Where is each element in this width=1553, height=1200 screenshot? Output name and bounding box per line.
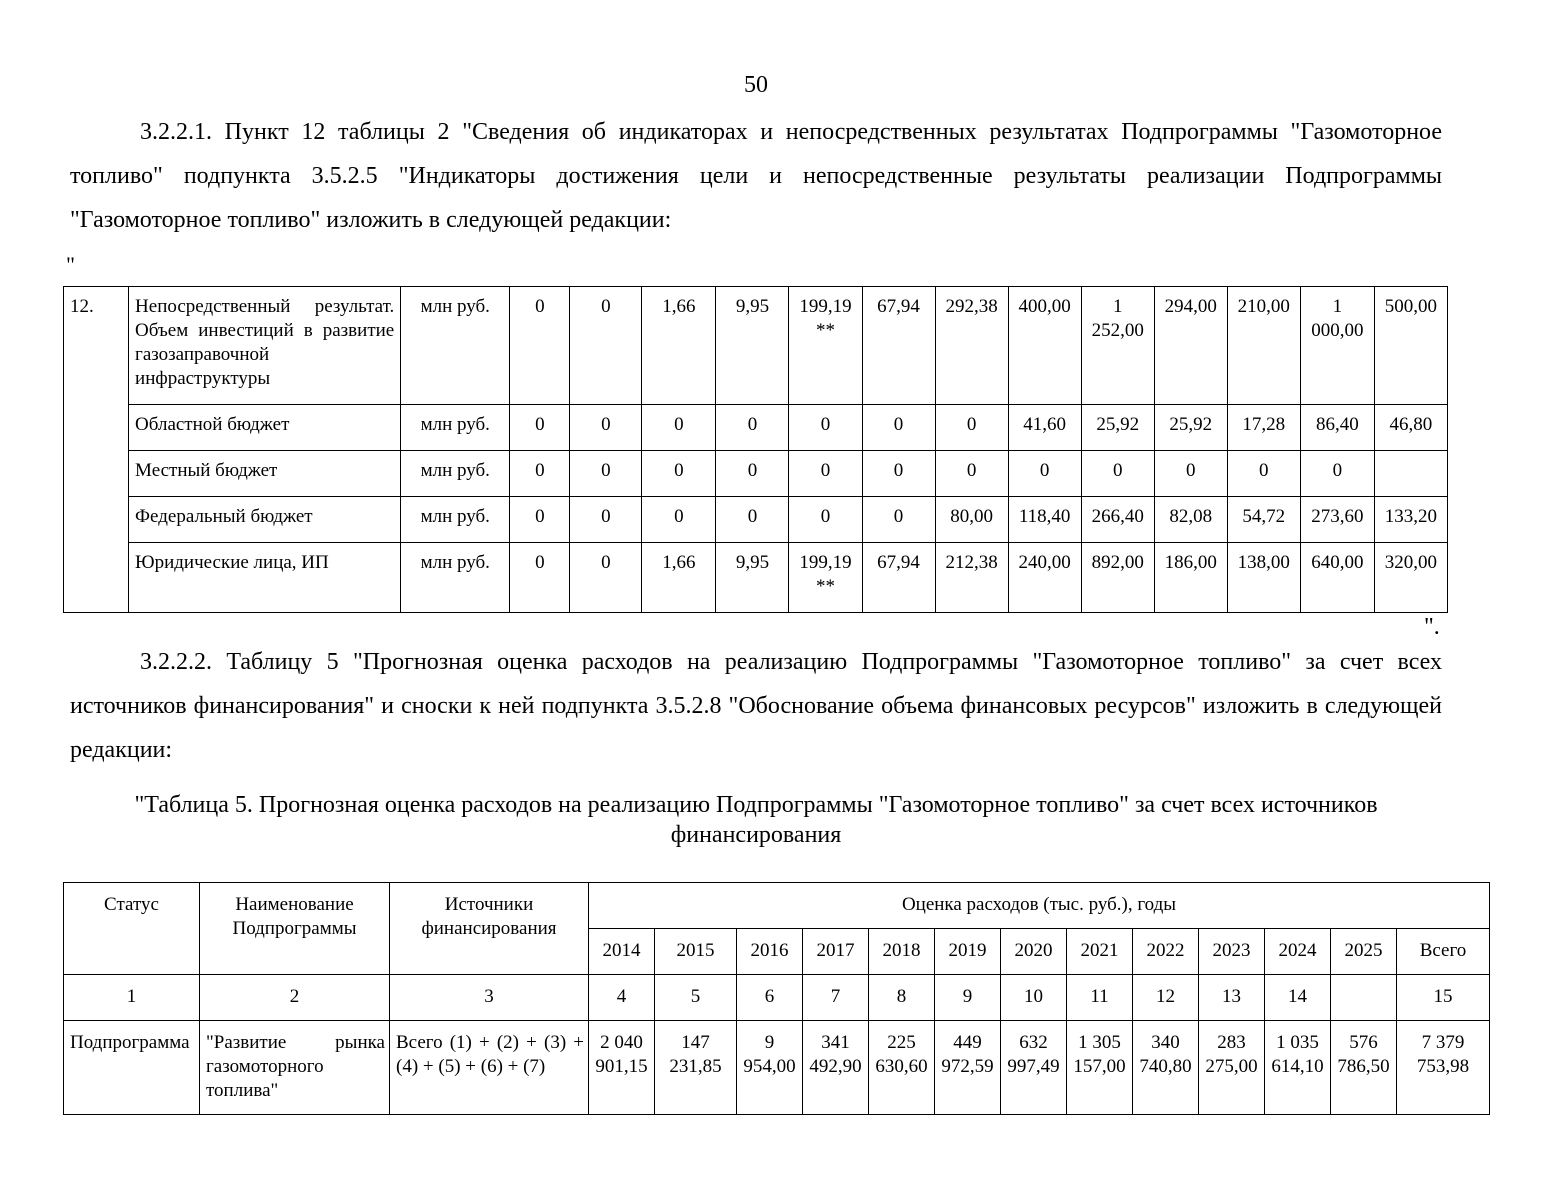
- column-number-cell: 5: [655, 975, 737, 1021]
- year-header-cell: 2016: [737, 929, 803, 975]
- column-number-cell: 4: [589, 975, 655, 1021]
- indicator-name-cell: Местный бюджет: [129, 451, 401, 497]
- column-number-cell: 2: [200, 975, 390, 1021]
- value-cell: 46,80: [1374, 405, 1447, 451]
- column-number-cell: 3: [390, 975, 589, 1021]
- value-cell: 0: [1008, 451, 1081, 497]
- value-cell: 0: [510, 451, 570, 497]
- unit-cell: млн руб.: [401, 451, 510, 497]
- year-header-cell: Всего: [1397, 929, 1490, 975]
- year-header-cell: 2017: [803, 929, 869, 975]
- value-cell: 41,60: [1008, 405, 1081, 451]
- value-cell: 292,38: [935, 287, 1008, 405]
- opening-quote: ": [66, 252, 75, 277]
- value-cell: 1,66: [642, 543, 716, 613]
- year-header-cell: 2022: [1133, 929, 1199, 975]
- value-cell: [1374, 451, 1447, 497]
- value-cell: 25,92: [1081, 405, 1154, 451]
- value-cell: 1 252,00: [1081, 287, 1154, 405]
- year-header-cell: 2019: [935, 929, 1001, 975]
- year-header-cell: 2018: [869, 929, 935, 975]
- value-cell: 0: [935, 451, 1008, 497]
- year-header-cell: 2020: [1001, 929, 1067, 975]
- value-cell: 294,00: [1154, 287, 1227, 405]
- value-cell: 0: [1300, 451, 1374, 497]
- status-cell: Подпрограмма: [64, 1021, 200, 1115]
- value-cell: 0: [1227, 451, 1300, 497]
- value-cell: 0: [510, 405, 570, 451]
- value-cell: 0: [570, 451, 642, 497]
- value-cell: 0: [935, 405, 1008, 451]
- value-cell: 0: [642, 451, 716, 497]
- indicator-name-cell: Юридические лица, ИП: [129, 543, 401, 613]
- expense-value-cell: 2 040 901,15: [589, 1021, 655, 1115]
- value-cell: 0: [510, 497, 570, 543]
- paragraph-3-2-2-1: [70, 110, 1442, 242]
- indicator-row: [64, 543, 1448, 613]
- value-cell: 0: [716, 405, 789, 451]
- closing-quote: ".: [1424, 614, 1440, 640]
- value-cell: 0: [642, 405, 716, 451]
- value-cell: 0: [642, 497, 716, 543]
- value-cell: 118,40: [1008, 497, 1081, 543]
- indicator-table: [63, 286, 1448, 613]
- paragraph-text: 3.2.2.2. Таблицу 5 "Прогнозная оценка расходов на реализацию Подпрограммы "Газомоторное топливо" за счет всех источников финансирования" и сноски к ней подпункта 3.5.2.8 "Обоснование объема финансовых ресурсов" изложить в следующей редакции:: [70, 649, 1442, 763]
- column-number-cell: 7: [803, 975, 869, 1021]
- expense-value-cell: 147 231,85: [655, 1021, 737, 1115]
- value-cell: 1 000,00: [1300, 287, 1374, 405]
- value-cell: 82,08: [1154, 497, 1227, 543]
- value-cell: 0: [716, 497, 789, 543]
- value-cell: 266,40: [1081, 497, 1154, 543]
- value-cell: 25,92: [1154, 405, 1227, 451]
- value-cell: 9,95: [716, 287, 789, 405]
- value-cell: 86,40: [1300, 405, 1374, 451]
- value-cell: 240,00: [1008, 543, 1081, 613]
- sources-cell: Всего (1) + (2) + (3) + (4) + (5) + (6) + (7): [390, 1021, 589, 1115]
- unit-cell: млн руб.: [401, 287, 510, 405]
- year-header-cell: 2025: [1331, 929, 1397, 975]
- value-cell: 1,66: [642, 287, 716, 405]
- expense-value-cell: 225 630,60: [869, 1021, 935, 1115]
- paragraph-text: 3.2.2.1. Пункт 12 таблицы 2 "Сведения об индикаторах и непосредственных результатах Подпрограммы "Газомоторное топливо" подпункта 3.5.2.5 "Индикаторы достижения цели и непосредственные результаты реализации Подпрограммы "Газомоторное топливо" изложить в следующей редакции:: [70, 119, 1442, 233]
- column-number-cell: 9: [935, 975, 1001, 1021]
- value-cell: 0: [570, 405, 642, 451]
- column-number-cell: 10: [1001, 975, 1067, 1021]
- expense-value-cell: 341 492,90: [803, 1021, 869, 1115]
- value-cell: 273,60: [1300, 497, 1374, 543]
- expense-table: [63, 882, 1490, 1115]
- row-number-cell: 12.: [64, 287, 129, 613]
- year-header-cell: 2023: [1199, 929, 1265, 975]
- year-header-cell: 2014: [589, 929, 655, 975]
- value-cell: 0: [1081, 451, 1154, 497]
- value-cell: 0: [510, 287, 570, 405]
- year-header-cell: 2024: [1265, 929, 1331, 975]
- column-number-cell: [1331, 975, 1397, 1021]
- value-cell: 17,28: [1227, 405, 1300, 451]
- value-cell: 199,19 **: [789, 543, 862, 613]
- value-cell: 0: [789, 405, 862, 451]
- value-cell: 210,00: [1227, 287, 1300, 405]
- value-cell: 186,00: [1154, 543, 1227, 613]
- expense-value-cell: 283 275,00: [1199, 1021, 1265, 1115]
- value-cell: 54,72: [1227, 497, 1300, 543]
- expense-value-cell: 449 972,59: [935, 1021, 1001, 1115]
- unit-cell: млн руб.: [401, 405, 510, 451]
- header-status: Статус: [64, 883, 200, 975]
- paragraph-3-2-2-2: [70, 640, 1442, 772]
- year-header-cell: 2021: [1067, 929, 1133, 975]
- column-number-cell: 15: [1397, 975, 1490, 1021]
- value-cell: 0: [510, 543, 570, 613]
- indicator-name-cell: Областной бюджет: [129, 405, 401, 451]
- column-number-cell: 11: [1067, 975, 1133, 1021]
- indicator-row: [64, 451, 1448, 497]
- value-cell: 0: [570, 543, 642, 613]
- header-name: Наименование Подпрограммы: [200, 883, 390, 975]
- subprogram-name-cell: "Развитие рынка газомоторного топлива": [200, 1021, 390, 1115]
- value-cell: 199,19 **: [789, 287, 862, 405]
- value-cell: 892,00: [1081, 543, 1154, 613]
- value-cell: 80,00: [935, 497, 1008, 543]
- indicator-row: [64, 405, 1448, 451]
- indicator-row: [64, 497, 1448, 543]
- indicator-row: [64, 287, 1448, 405]
- value-cell: 320,00: [1374, 543, 1447, 613]
- column-number-cell: 13: [1199, 975, 1265, 1021]
- expense-value-cell: 340 740,80: [1133, 1021, 1199, 1115]
- value-cell: 0: [716, 451, 789, 497]
- value-cell: 0: [789, 497, 862, 543]
- expense-value-cell: 9 954,00: [737, 1021, 803, 1115]
- expense-value-cell: 632 997,49: [1001, 1021, 1067, 1115]
- column-number-cell: 6: [737, 975, 803, 1021]
- value-cell: 0: [789, 451, 862, 497]
- header-estimate: Оценка расходов (тыс. руб.), годы: [589, 883, 1490, 929]
- value-cell: 0: [570, 497, 642, 543]
- expense-value-cell: 1 305 157,00: [1067, 1021, 1133, 1115]
- year-header-cell: 2015: [655, 929, 737, 975]
- expense-value-cell: 1 035 614,10: [1265, 1021, 1331, 1115]
- page-number: 50: [744, 72, 768, 98]
- value-cell: 212,38: [935, 543, 1008, 613]
- column-number-cell: 1: [64, 975, 200, 1021]
- column-number-cell: 14: [1265, 975, 1331, 1021]
- value-cell: 133,20: [1374, 497, 1447, 543]
- column-number-cell: 8: [869, 975, 935, 1021]
- unit-cell: млн руб.: [401, 543, 510, 613]
- unit-cell: млн руб.: [401, 497, 510, 543]
- value-cell: 0: [862, 451, 935, 497]
- column-number-cell: 12: [1133, 975, 1199, 1021]
- value-cell: 640,00: [1300, 543, 1374, 613]
- header-sources: Источники финансирования: [390, 883, 589, 975]
- value-cell: 500,00: [1374, 287, 1447, 405]
- indicator-name-cell: Непосредственный результат. Объем инвестиций в развитие газозаправочной инфраструктуры: [129, 287, 401, 405]
- value-cell: 67,94: [862, 543, 935, 613]
- table5-caption: "Таблица 5. Прогнозная оценка расходов на реализацию Подпрограммы "Газомоторное топливо" за счет всех источников финансирования: [134, 792, 1378, 848]
- value-cell: 138,00: [1227, 543, 1300, 613]
- value-cell: 9,95: [716, 543, 789, 613]
- value-cell: 0: [862, 405, 935, 451]
- value-cell: 67,94: [862, 287, 935, 405]
- expense-value-cell: 576 786,50: [1331, 1021, 1397, 1115]
- expense-value-cell: 7 379 753,98: [1397, 1021, 1490, 1115]
- indicator-name-cell: Федеральный бюджет: [129, 497, 401, 543]
- value-cell: 0: [1154, 451, 1227, 497]
- value-cell: 400,00: [1008, 287, 1081, 405]
- value-cell: 0: [862, 497, 935, 543]
- value-cell: 0: [570, 287, 642, 405]
